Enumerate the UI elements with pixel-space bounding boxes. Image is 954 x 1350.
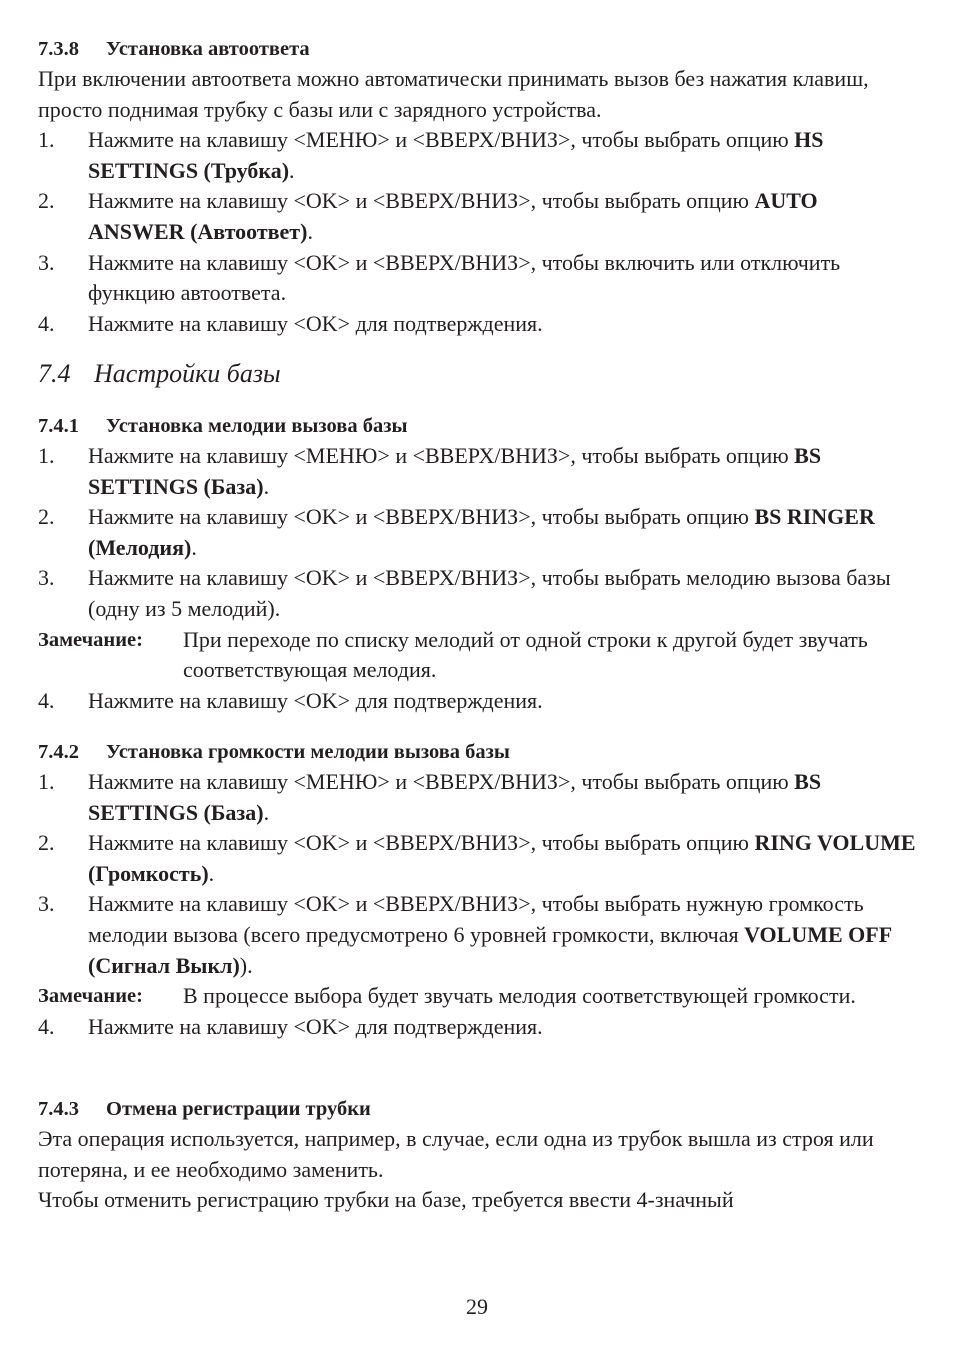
section-heading (38, 411, 918, 441)
list-item (38, 767, 918, 828)
section-7-4 (38, 357, 918, 391)
item-text: Нажмите на клавишу <МЕНЮ> и <ВВЕРХ/ВНИЗ>, чтобы выбрать опцию (88, 127, 795, 153)
item-option: BS SETTINGS (База) (88, 769, 822, 825)
item-text: Нажмите на клавишу <OK> для подтверждения. (88, 687, 543, 713)
section-7-4-3 (38, 1094, 918, 1216)
item-option: VOLUME OFF (Сигнал Выкл) (88, 921, 892, 978)
section-heading (38, 1094, 918, 1124)
list-item (38, 563, 918, 624)
chapter-title: Настройки базы (94, 359, 281, 388)
list-item (38, 248, 918, 309)
list-item (38, 125, 918, 186)
item-text: Нажмите на клавишу <OK> для подтверждения. (88, 1013, 543, 1039)
item-number: 3. (38, 249, 55, 275)
item-number: 2. (38, 504, 55, 530)
section-title: Установка автоответа (106, 38, 310, 60)
list-item (38, 1012, 918, 1043)
note-label: Замечание: (38, 985, 143, 1008)
paragraph: Чтобы отменить регистрацию трубки на базе, требуется ввести 4-значный (38, 1187, 734, 1213)
item-text-end: ). (239, 952, 253, 978)
list-item (38, 828, 918, 889)
list-item (38, 502, 918, 563)
section-number: 7.4.2 (38, 741, 79, 763)
item-number: 4. (38, 687, 55, 713)
item-number: 4. (38, 1013, 55, 1039)
note (38, 981, 918, 1012)
item-option: RING VOLUME (Громкость) (88, 830, 916, 886)
item-number: 2. (38, 188, 55, 214)
list-item (38, 889, 918, 981)
chapter-number: 7.4 (38, 359, 71, 388)
item-text-end: . (289, 157, 295, 183)
item-option: HS SETTINGS (Трубка) (88, 127, 824, 183)
note-label: Замечание: (38, 628, 143, 651)
item-number: 3. (38, 565, 55, 591)
section-heading (38, 34, 918, 64)
item-text: Нажмите на клавишу <OK> и <ВВЕРХ/ВНИЗ>, чтобы включить или отключить функцию автоответа. (88, 249, 841, 306)
list-item (38, 309, 918, 340)
item-number: 1. (38, 769, 55, 794)
item-text-end: . (191, 534, 197, 560)
section-7-4-1 (38, 411, 918, 716)
section-title: Установка мелодии вызова базы (106, 415, 408, 437)
item-text: Нажмите на клавишу <OK> и <ВВЕРХ/ВНИЗ>, чтобы выбрать опцию (88, 188, 755, 214)
item-option: BS SETTINGS (База) (88, 443, 822, 499)
paragraph: Эта операция используется, например, в случае, если одна из трубок вышла из строя или потеряна, и ее необходимо заменить. (38, 1126, 874, 1182)
item-text: Нажмите на клавишу <МЕНЮ> и <ВВЕРХ/ВНИЗ>, чтобы выбрать опцию (88, 443, 795, 468)
item-text-end: . (208, 860, 215, 886)
item-text-end: . (307, 218, 313, 244)
item-number: 2. (38, 830, 55, 856)
item-text: Нажмите на клавишу <OK> и <ВВЕРХ/ВНИЗ>, чтобы выбрать опцию (88, 830, 755, 856)
item-text: Нажмите на клавишу <МЕНЮ> и <ВВЕРХ/ВНИЗ>, чтобы выбрать опцию (88, 769, 795, 794)
note (38, 625, 918, 686)
section-title: Установка громкости мелодии вызова базы (106, 741, 510, 763)
item-text: Нажмите на клавишу <OK> и <ВВЕРХ/ВНИЗ>, чтобы выбрать опцию (88, 504, 755, 530)
section-heading (38, 737, 918, 767)
note-text: В процессе выбора будет звучать мелодия соответствующей громкости. (183, 983, 856, 1009)
item-number: 4. (38, 310, 55, 336)
page-number: 29 (466, 1294, 488, 1319)
item-number: 3. (38, 891, 55, 917)
section-number: 7.3.8 (38, 38, 79, 60)
section-7-3-8 (38, 34, 918, 339)
section-number: 7.4.3 (38, 1098, 79, 1120)
list-item (38, 186, 918, 247)
section-number: 7.4.1 (38, 415, 79, 437)
item-text: Нажмите на клавишу <OK> для подтверждения. (88, 310, 543, 336)
chapter-heading (38, 357, 918, 391)
item-option: AUTO ANSWER (Автоответ) (88, 188, 818, 244)
list-item (38, 441, 918, 502)
note-text: При переходе по списку мелодий от одной строки к другой будет звучать соответствующая мелодия. (183, 626, 868, 683)
item-number: 1. (38, 127, 55, 153)
section-title: Отмена регистрации трубки (106, 1098, 371, 1120)
intro-paragraph: При включении автоответа можно автоматически принимать вызов без нажатия клавиш, просто поднимая трубку с базы или с зарядного устройства. (38, 66, 869, 122)
item-text: Нажмите на клавишу <OK> и <ВВЕРХ/ВНИЗ>, чтобы выбрать нужную громкость мелодии вызова (всего предусмотрено 6 уровней громкости, включая (88, 891, 864, 947)
list-item (38, 686, 918, 717)
item-text: Нажмите на клавишу <OK> и <ВВЕРХ/ВНИЗ>, чтобы выбрать мелодию вызова базы (одну из 5 мелодий). (88, 565, 891, 621)
item-option: BS RINGER (Мелодия) (88, 504, 875, 560)
section-7-4-2 (38, 737, 918, 1042)
item-number: 1. (38, 443, 55, 468)
item-text-end: . (263, 799, 270, 825)
item-text-end: . (263, 473, 270, 499)
